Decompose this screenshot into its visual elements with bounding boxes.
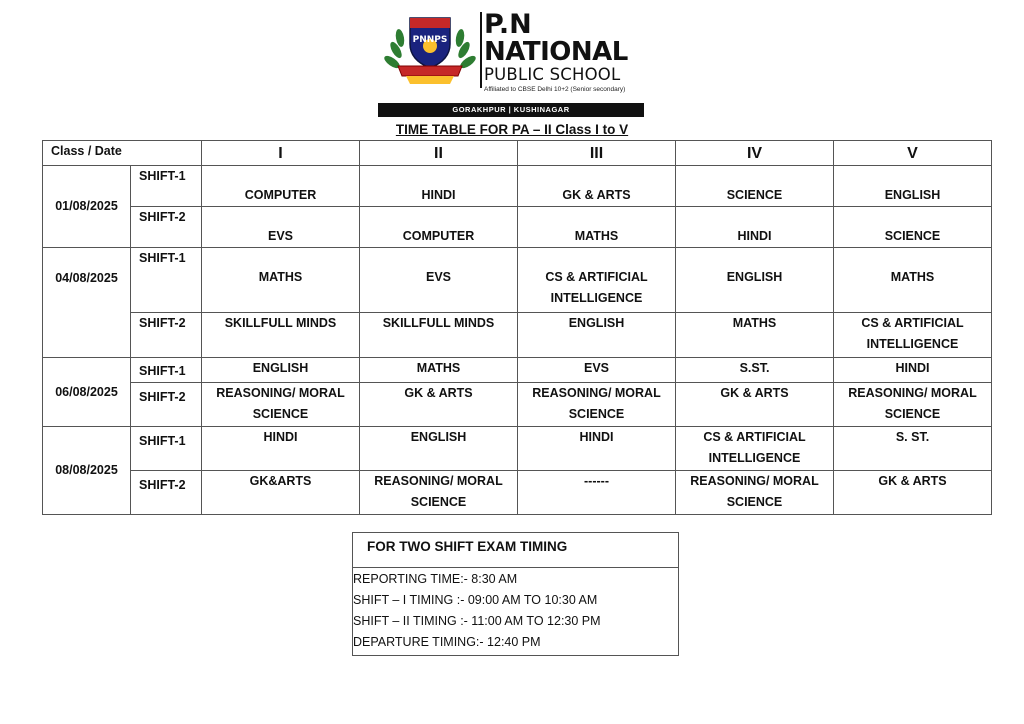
subject-cell: GK&ARTS	[202, 471, 360, 515]
subject-cell: EVS	[518, 358, 676, 383]
date-cell: 08/08/2025	[43, 427, 131, 515]
locations-bar: GORAKHPUR | KUSHINAGAR	[378, 103, 644, 117]
class-header: I	[202, 141, 360, 166]
header-row	[43, 141, 992, 166]
school-crest-icon	[384, 10, 476, 90]
exam-timing-box	[352, 532, 679, 656]
emblem-text: PNNPS	[412, 35, 448, 45]
subject-cell: S. ST.	[834, 427, 992, 471]
shift-label: SHIFT-2	[131, 313, 202, 358]
table-row	[43, 313, 992, 358]
table-row	[43, 207, 992, 248]
date-cell: 04/08/2025	[43, 248, 131, 358]
subject-cell: GK & ARTS	[518, 166, 676, 207]
shift-label: SHIFT-1	[131, 166, 202, 207]
logo-divider	[480, 12, 482, 88]
subject-cell: CS & ARTIFICIAL INTELLIGENCE	[676, 427, 834, 471]
corner-label: Class / Date	[43, 141, 202, 166]
subject-cell: SCIENCE	[834, 207, 992, 248]
subject-cell: REASONING/ MORAL SCIENCE	[676, 471, 834, 515]
subject-cell: SKILLFULL MINDS	[202, 313, 360, 358]
subject-cell: MATHS	[202, 248, 360, 313]
subject-cell: ENGLISH	[834, 166, 992, 207]
subject-cell: HINDI	[676, 207, 834, 248]
school-name-line1: P.N	[484, 9, 532, 40]
subject-cell: MATHS	[360, 358, 518, 383]
date-cell: 01/08/2025	[43, 166, 131, 248]
subject-cell: REASONING/ MORAL SCIENCE	[518, 383, 676, 427]
subject-cell: GK & ARTS	[676, 383, 834, 427]
subject-cell: EVS	[360, 248, 518, 313]
table-row	[43, 427, 992, 471]
table-row	[43, 471, 992, 515]
subject-cell: MATHS	[518, 207, 676, 248]
timing-line: DEPARTURE TIMING:- 12:40 PM	[353, 635, 541, 649]
subject-cell: ------	[518, 471, 676, 515]
subject-cell: REASONING/ MORAL SCIENCE	[202, 383, 360, 427]
table-row	[43, 166, 992, 207]
subject-cell: EVS	[202, 207, 360, 248]
subject-cell: GK & ARTS	[360, 383, 518, 427]
subject-cell: S.ST.	[676, 358, 834, 383]
class-header: III	[518, 141, 676, 166]
subject-cell: COMPUTER	[360, 207, 518, 248]
shift-label: SHIFT-2	[131, 207, 202, 248]
subject-cell: ENGLISH	[202, 358, 360, 383]
shift-label: SHIFT-2	[131, 471, 202, 515]
class-header: II	[360, 141, 518, 166]
date-cell: 06/08/2025	[43, 358, 131, 427]
timing-line: REPORTING TIME:- 8:30 AM	[353, 572, 518, 586]
shift-label: SHIFT-1	[131, 358, 202, 383]
timing-heading: FOR TWO SHIFT EXAM TIMING	[353, 533, 678, 568]
shift-label: SHIFT-1	[131, 248, 202, 313]
subject-cell: CS & ARTIFICIAL INTELLIGENCE	[834, 313, 992, 358]
subject-cell: ENGLISH	[360, 427, 518, 471]
shift-label: SHIFT-1	[131, 427, 202, 471]
subject-cell: ENGLISH	[676, 248, 834, 313]
subject-cell: GK & ARTS	[834, 471, 992, 515]
subject-cell: ENGLISH	[518, 313, 676, 358]
page-title: TIME TABLE FOR PA – II Class I to V	[395, 122, 629, 137]
table-row	[43, 248, 992, 313]
subject-cell: MATHS	[676, 313, 834, 358]
subject-cell: COMPUTER	[202, 166, 360, 207]
subject-cell: CS & ARTIFICIAL INTELLIGENCE	[518, 248, 676, 313]
table-row	[43, 358, 992, 383]
timetable	[42, 140, 992, 515]
affiliation-text: Affiliated to CBSE Delhi 10+2 (Senior secondary)	[484, 86, 626, 93]
subject-cell: HINDI	[834, 358, 992, 383]
subject-cell: HINDI	[518, 427, 676, 471]
subject-cell: HINDI	[202, 427, 360, 471]
timing-line: SHIFT – I TIMING :- 09:00 AM TO 10:30 AM	[353, 593, 598, 607]
class-header: IV	[676, 141, 834, 166]
subject-cell: SCIENCE	[676, 166, 834, 207]
class-header: V	[834, 141, 992, 166]
subject-cell: SKILLFULL MINDS	[360, 313, 518, 358]
subject-cell: REASONING/ MORAL SCIENCE	[834, 383, 992, 427]
subject-cell: MATHS	[834, 248, 992, 313]
timing-line: SHIFT – II TIMING :- 11:00 AM TO 12:30 PM	[353, 614, 601, 628]
school-logo	[378, 4, 644, 118]
school-name-line3: PUBLIC SCHOOL	[484, 65, 621, 84]
shift-label: SHIFT-2	[131, 383, 202, 427]
school-name-line2: NATIONAL	[484, 37, 628, 67]
subject-cell: HINDI	[360, 166, 518, 207]
subject-cell: REASONING/ MORAL SCIENCE	[360, 471, 518, 515]
table-row	[43, 383, 992, 427]
